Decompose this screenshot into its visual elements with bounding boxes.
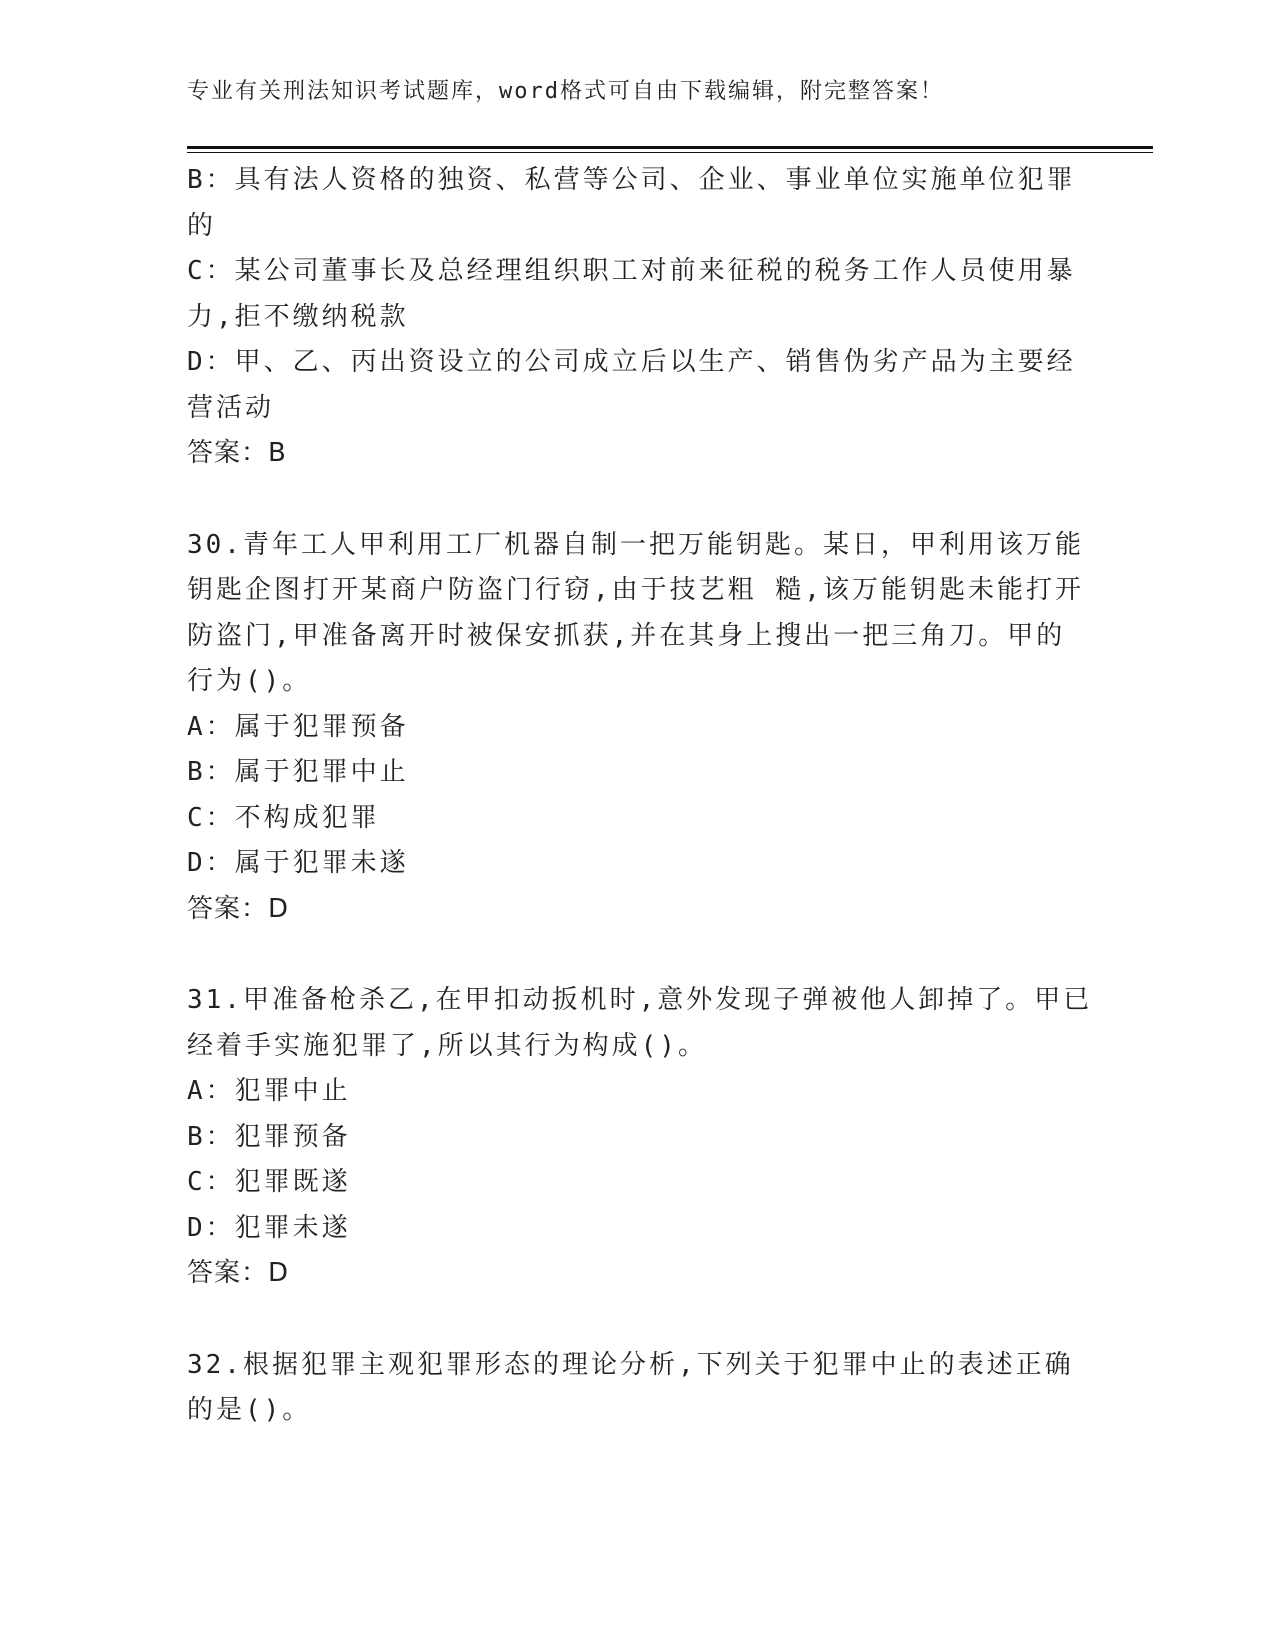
answer-line: 答案：D <box>187 1258 290 1288</box>
text-line: 钥匙企图打开某商户防盗门行窃,由于技艺粗 糙,该万能钥匙未能打开 <box>187 575 1084 605</box>
document-body <box>187 158 1093 1434</box>
text-line: 营活动 <box>187 392 275 423</box>
text-line: 的 <box>187 210 217 241</box>
text-line: 31.甲准备枪杀乙,在甲扣动扳机时,意外发现子弹被他人卸掉了。甲已 <box>187 985 1093 1015</box>
text-line: D：甲、乙、丙出资设立的公司成立后以生产、销售伪劣产品为主要经 <box>187 347 1076 377</box>
answer-line: 答案：B <box>187 438 287 468</box>
text-line: 防盗门,甲准备离开时被保安抓获,并在其身上搜出一把三角刀。甲的 <box>187 620 1066 651</box>
text-line: 30.青年工人甲利用工厂机器自制一把万能钥匙。某日，甲利用该万能 <box>187 529 1084 560</box>
text-line: B：具有法人资格的独资、私营等公司、企业、事业单位实施单位犯罪 <box>187 165 1076 195</box>
text-line: 行为()。 <box>187 666 312 696</box>
block-spacer <box>187 932 1087 978</box>
block-spacer <box>187 1297 1087 1343</box>
block-spacer <box>187 477 1087 523</box>
page-header: 专业有关刑法知识考试题库，word格式可自由下载编辑，附完整答案！ <box>187 79 944 104</box>
text-line: C：某公司董事长及总经理组织职工对前来征税的税务工作人员使用暴 <box>187 256 1076 286</box>
text-line: 经着手实施犯罪了,所以其行为构成()。 <box>187 1030 707 1061</box>
question-block <box>187 158 1087 477</box>
text-line: C：不构成犯罪 <box>187 802 380 833</box>
header-rule-thin <box>187 152 1153 153</box>
text-line: 力,拒不缴纳税款 <box>187 301 409 332</box>
text-line: B：犯罪预备 <box>187 1121 351 1152</box>
text-line: D：犯罪未遂 <box>187 1212 351 1243</box>
question-block <box>187 1343 1087 1434</box>
text-line: C：犯罪既遂 <box>187 1167 351 1197</box>
answer-line: 答案：D <box>187 893 290 924</box>
text-line: A：属于犯罪预备 <box>187 711 409 742</box>
text-line: B：属于犯罪中止 <box>187 757 409 787</box>
question-block <box>187 978 1093 1297</box>
text-line: D：属于犯罪未遂 <box>187 848 409 878</box>
header-rule-thick <box>187 146 1153 149</box>
question-block <box>187 523 1087 933</box>
text-line: 32.根据犯罪主观犯罪形态的理论分析,下列关于犯罪中止的表述正确 <box>187 1349 1074 1380</box>
text-line: A：犯罪中止 <box>187 1076 351 1106</box>
text-line: 的是()。 <box>187 1395 312 1425</box>
